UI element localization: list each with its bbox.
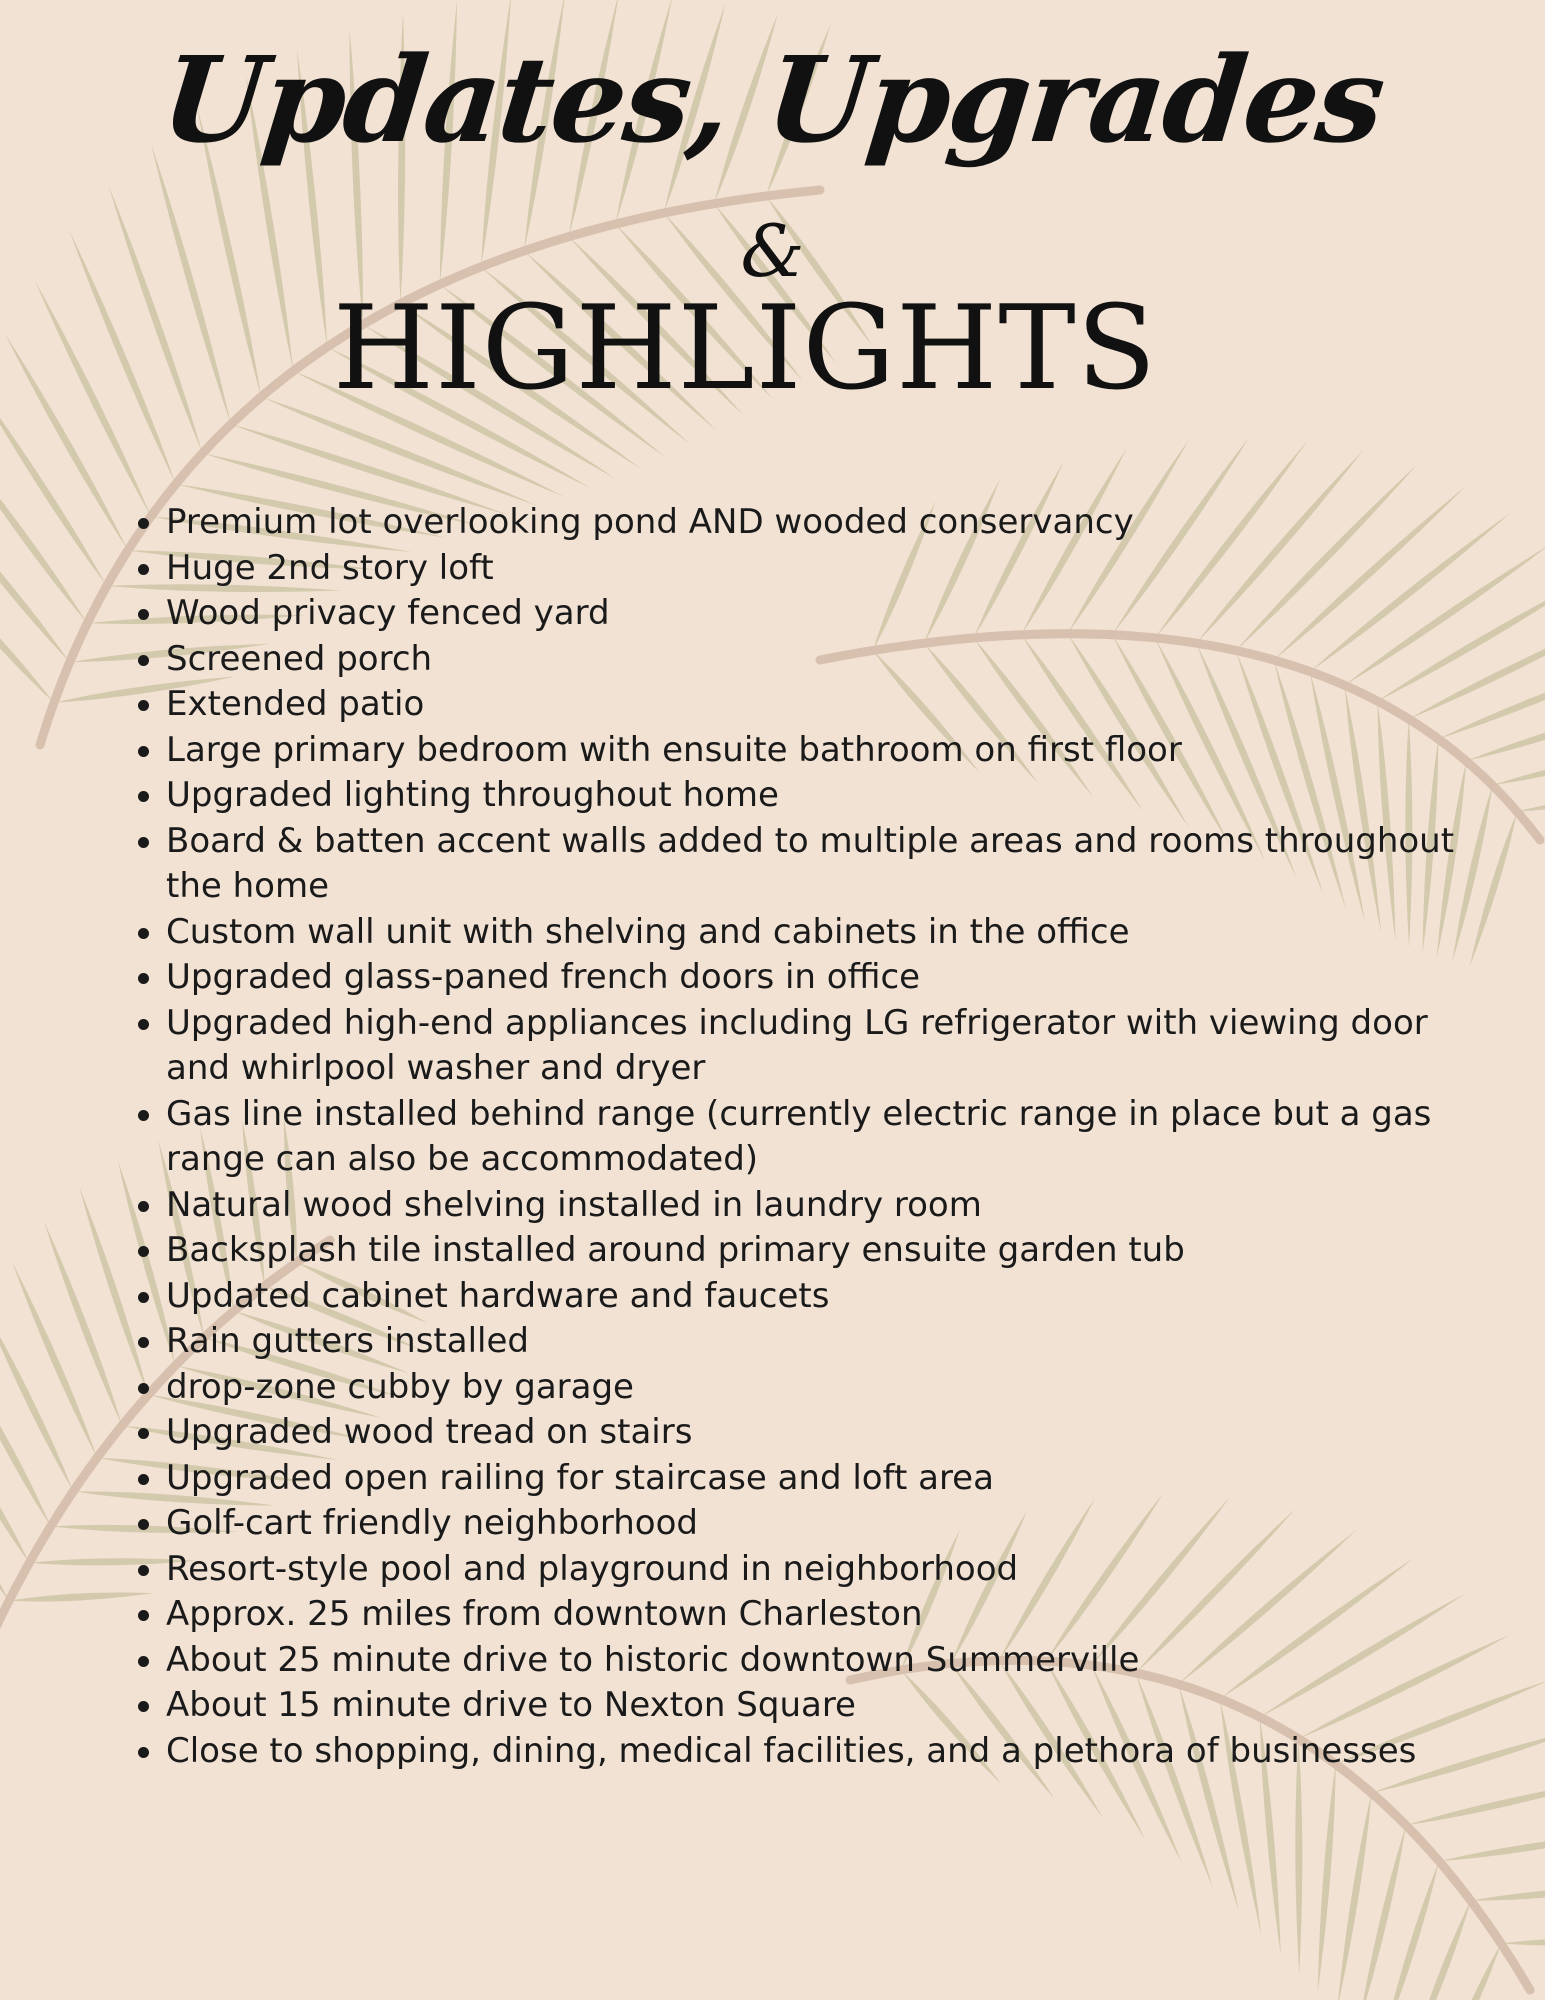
title-script: Updates, Upgrades (155, 30, 1390, 169)
highlight-item (166, 1410, 1496, 1456)
bullet-icon (138, 1565, 149, 1576)
highlight-text: Natural wood shelving installed in laundry room (166, 1184, 982, 1225)
bullet-icon (138, 1201, 149, 1212)
highlight-text: Golf-cart friendly neighborhood (166, 1503, 698, 1543)
highlight-item (166, 591, 1496, 637)
bullet-icon (138, 791, 149, 802)
bullet-icon (138, 564, 149, 575)
bullet-icon (138, 928, 149, 939)
bullet-icon (138, 1701, 149, 1712)
highlight-text: Upgraded glass-paned french doors in office (166, 957, 921, 997)
highlight-text: Huge 2nd story loft (166, 547, 494, 588)
bullet-icon (138, 1747, 149, 1758)
highlight-item (166, 1592, 1496, 1638)
highlight-item (166, 1319, 1496, 1365)
highlight-item (166, 1638, 1496, 1684)
bullet-icon (138, 1474, 149, 1485)
palm-leaflet (1359, 1825, 1406, 2000)
palm-leaflet (12, 1262, 97, 1458)
highlight-item (166, 1228, 1496, 1274)
highlight-item (166, 1274, 1496, 1320)
palm-leaflet (44, 1221, 122, 1426)
bullet-icon (138, 746, 149, 757)
highlight-text: Upgraded lighting throughout home (166, 775, 779, 815)
highlight-text: Upgraded open railing for staircase and loft area (166, 1457, 994, 1498)
highlight-text: Custom wall unit with shelving and cabinets in the office (166, 911, 1130, 952)
highlight-text: Approx. 25 miles from downtown Charleston (166, 1594, 923, 1634)
bullet-icon (138, 1383, 149, 1394)
highlight-text: Resort-style pool and playground in neighborhood (166, 1548, 1019, 1589)
highlight-item (166, 1547, 1496, 1593)
bullet-icon (138, 609, 149, 620)
highlight-text: Rain gutters installed (166, 1321, 529, 1361)
bullet-icon (138, 655, 149, 666)
highlight-item (166, 637, 1496, 683)
bullet-icon (138, 1019, 149, 1030)
bullet-icon (138, 837, 149, 848)
highlight-item (166, 728, 1496, 774)
bullet-icon (138, 1337, 149, 1348)
highlight-text: Extended patio (166, 684, 425, 724)
highlight-item (166, 1092, 1496, 1183)
bullet-icon (138, 1610, 149, 1621)
bullet-icon (138, 1519, 149, 1530)
highlight-text: Upgraded high-end appliances including LG refrigerator with viewing door and whirlpool washer and dryer (166, 1002, 1428, 1088)
highlight-item (166, 819, 1496, 910)
highlight-item (166, 1501, 1496, 1547)
highlight-text: drop-zone cubby by garage (166, 1366, 634, 1407)
highlight-text: Backsplash tile installed around primary ensuite garden tub (166, 1230, 1185, 1270)
highlight-item (166, 910, 1496, 956)
highlight-item (166, 500, 1496, 546)
highlights-list (130, 500, 1496, 1774)
bullet-icon (138, 973, 149, 984)
palm-leaflet (1439, 1833, 1545, 1862)
highlight-item (166, 773, 1496, 819)
bullet-icon (138, 1656, 149, 1667)
bullet-icon (138, 1292, 149, 1303)
title-highlights: HIGHLIGHTS (332, 281, 1158, 416)
highlight-item (166, 546, 1496, 592)
highlight-item (166, 1456, 1496, 1502)
highlight-text: Close to shopping, dining, medical facilities, and a plethora of businesses (166, 1730, 1417, 1771)
highlight-item (166, 1001, 1496, 1092)
bullet-icon (138, 518, 149, 529)
highlight-text: Screened porch (166, 638, 433, 679)
bullet-icon (138, 1428, 149, 1439)
palm-leaflet (1471, 1886, 1545, 1901)
highlight-text: About 25 minute drive to historic downtown Summerville (166, 1639, 1140, 1680)
highlight-text: Updated cabinet hardware and faucets (166, 1275, 830, 1316)
highlight-item (166, 682, 1496, 728)
palm-leaflet (1406, 1780, 1545, 1825)
highlight-item (166, 1683, 1496, 1729)
palm-leaflet (1318, 1764, 1336, 1992)
bullet-icon (138, 700, 149, 711)
palm-leaflet (1409, 1901, 1470, 2000)
highlight-text: Board & batten accent walls added to multiple areas and rooms throughout the home (166, 820, 1455, 906)
highlight-item (166, 1729, 1496, 1775)
highlight-item (166, 1183, 1496, 1229)
palm-leaflet (1517, 786, 1545, 811)
highlight-text: Gas line installed behind range (currently electric range in place but a gas range can also be accommodated) (166, 1093, 1432, 1179)
highlight-text: About 15 minute drive to Nexton Square (166, 1685, 856, 1725)
palm-leaflet (0, 1479, 9, 1600)
highlight-text: Premium lot overlooking pond AND wooded conservancy (166, 502, 1134, 542)
highlight-text: Wood privacy fenced yard (166, 593, 610, 633)
highlight-text: Upgraded wood tread on stairs (166, 1412, 693, 1452)
palm-leaflet (1295, 1739, 1302, 1975)
title-ampersand: & (740, 209, 805, 293)
highlight-item (166, 1365, 1496, 1411)
palm-leaflet (0, 1309, 73, 1491)
palm-leaflet (1501, 1938, 1545, 1946)
bullet-icon (138, 1246, 149, 1257)
highlight-item (166, 955, 1496, 1001)
bullet-icon (138, 1110, 149, 1121)
highlight-text: Large primary bedroom with ensuite bathroom on first floor (166, 729, 1182, 770)
palm-leaflet (1337, 1793, 1371, 2000)
